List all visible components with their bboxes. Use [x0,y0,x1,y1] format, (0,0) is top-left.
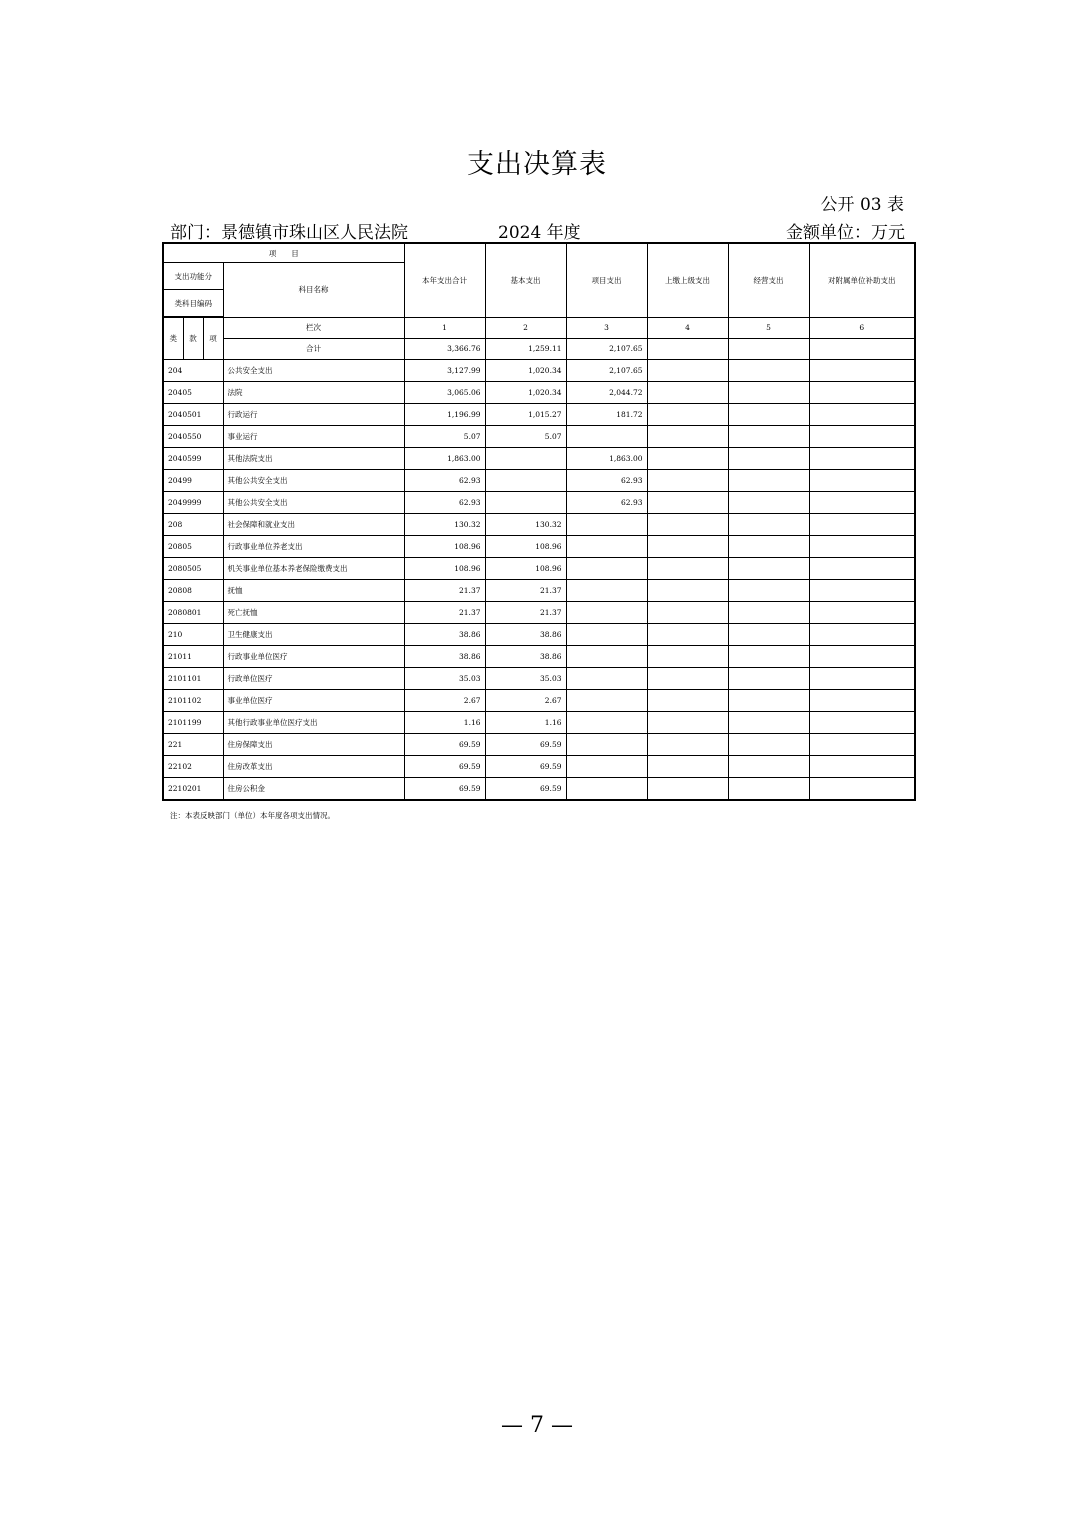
row-value-2: 1,015.27 [485,403,566,425]
table-row [163,777,915,800]
row-value-6 [809,689,915,711]
col-number-6: 6 [809,317,915,338]
row-value-6 [809,425,915,447]
header-col-5: 经营支出 [728,243,809,317]
row-value-6 [809,535,915,557]
row-subject-name: 卫生健康支出 [223,623,404,645]
row-value-4 [647,689,728,711]
row-value-5 [728,403,809,425]
row-value-1: 21.37 [404,601,485,623]
row-code: 2101101 [163,667,223,689]
row-subject-name: 法院 [223,381,404,403]
row-value-1: 69.59 [404,777,485,800]
row-value-6 [809,667,915,689]
table-row [163,359,915,381]
row-value-4 [647,381,728,403]
row-value-1: 3,065.06 [404,381,485,403]
row-value-6 [809,755,915,777]
row-value-2: 2.67 [485,689,566,711]
row-code: 22102 [163,755,223,777]
row-value-2: 5.07 [485,425,566,447]
row-value-5 [728,447,809,469]
row-value-4 [647,447,728,469]
row-subject-name: 公共安全支出 [223,359,404,381]
table-row [163,425,915,447]
row-value-1: 1.16 [404,711,485,733]
table-note: 注：本表反映部门（单位）本年度各项支出情况。 [170,811,335,820]
row-code: 2040501 [163,403,223,425]
row-value-2: 21.37 [485,601,566,623]
row-value-5 [728,579,809,601]
row-value-6 [809,645,915,667]
row-code: 2049999 [163,491,223,513]
row-subject-name: 事业运行 [223,425,404,447]
row-value-1: 108.96 [404,535,485,557]
row-code: 2101199 [163,711,223,733]
table-row [163,755,915,777]
total-value-6 [809,338,915,359]
row-value-5 [728,491,809,513]
col-number-4: 4 [647,317,728,338]
row-value-4 [647,579,728,601]
row-code: 2080505 [163,557,223,579]
table-row [163,513,915,535]
row-value-4 [647,733,728,755]
header-project: 项 目 [163,243,404,263]
row-value-4 [647,491,728,513]
header-col-2: 基本支出 [485,243,566,317]
row-value-1: 21.37 [404,579,485,601]
header-lei: 类 [163,317,183,359]
row-code: 20808 [163,579,223,601]
row-value-3 [566,777,647,800]
table-row [163,447,915,469]
row-subject-name: 行政运行 [223,403,404,425]
row-code: 221 [163,733,223,755]
row-value-1: 38.86 [404,623,485,645]
row-value-1: 69.59 [404,733,485,755]
row-value-1: 62.93 [404,469,485,491]
row-value-6 [809,711,915,733]
row-value-3 [566,557,647,579]
row-value-4 [647,513,728,535]
row-value-6 [809,777,915,800]
row-value-2: 69.59 [485,777,566,800]
row-code: 210 [163,623,223,645]
row-value-5 [728,359,809,381]
row-value-3: 2,044.72 [566,381,647,403]
page-title: 支出决算表 [467,149,607,180]
row-value-6 [809,447,915,469]
row-subject-name: 事业单位医疗 [223,689,404,711]
row-value-5 [728,601,809,623]
row-value-2: 108.96 [485,535,566,557]
row-value-2: 69.59 [485,755,566,777]
row-code: 2040550 [163,425,223,447]
row-value-3: 181.72 [566,403,647,425]
row-value-2 [485,469,566,491]
row-value-5 [728,557,809,579]
row-value-3 [566,425,647,447]
row-value-1: 62.93 [404,491,485,513]
table-row [163,557,915,579]
row-subject-name: 行政事业单位医疗 [223,645,404,667]
row-value-3 [566,711,647,733]
row-value-2: 130.32 [485,513,566,535]
row-value-2: 1,020.34 [485,359,566,381]
row-value-6 [809,557,915,579]
row-value-5 [728,711,809,733]
row-value-2: 108.96 [485,557,566,579]
row-value-3: 62.93 [566,469,647,491]
row-subject-name: 机关事业单位基本养老保险缴费支出 [223,557,404,579]
row-subject-name: 其他行政事业单位医疗支出 [223,711,404,733]
row-value-5 [728,777,809,800]
row-value-5 [728,689,809,711]
col-number-3: 3 [566,317,647,338]
row-value-3 [566,601,647,623]
row-value-5 [728,755,809,777]
row-value-4 [647,425,728,447]
row-code: 2210201 [163,777,223,800]
row-subject-name: 行政事业单位养老支出 [223,535,404,557]
row-value-1: 2.67 [404,689,485,711]
row-value-2 [485,447,566,469]
row-value-4 [647,667,728,689]
row-subject-name: 住房改革支出 [223,755,404,777]
header-subject-name: 科目名称 [223,263,404,318]
row-value-3 [566,623,647,645]
row-value-5 [728,425,809,447]
row-value-1: 5.07 [404,425,485,447]
row-value-6 [809,491,915,513]
row-value-1: 130.32 [404,513,485,535]
row-value-3 [566,667,647,689]
row-subject-name: 抚恤 [223,579,404,601]
col-number-2: 2 [485,317,566,338]
row-value-3 [566,513,647,535]
row-value-2: 21.37 [485,579,566,601]
row-value-6 [809,469,915,491]
total-value-3: 2,107.65 [566,338,647,359]
row-value-5 [728,645,809,667]
row-value-3 [566,733,647,755]
row-value-5 [728,623,809,645]
header-col-4: 上缴上级支出 [647,243,728,317]
col-number-1: 1 [404,317,485,338]
row-value-6 [809,359,915,381]
row-value-2: 35.03 [485,667,566,689]
row-value-2: 1,020.34 [485,381,566,403]
header-col-3: 项目支出 [566,243,647,317]
table-row [163,601,915,623]
row-value-5 [728,535,809,557]
total-value-2: 1,259.11 [485,338,566,359]
header-col-1: 本年支出合计 [404,243,485,317]
row-value-3 [566,645,647,667]
table-row [163,403,915,425]
table-row [163,381,915,403]
page-number: — 7 — [501,1413,573,1438]
table-row [163,733,915,755]
row-code: 208 [163,513,223,535]
row-value-3: 1,863.00 [566,447,647,469]
row-subject-name: 住房公积金 [223,777,404,800]
total-value-4 [647,338,728,359]
row-code: 204 [163,359,223,381]
row-value-5 [728,667,809,689]
row-value-2: 1.16 [485,711,566,733]
amount-unit: 金额单位：万元 [786,223,905,243]
header-func-code-1: 支出功能分 [163,263,223,290]
row-value-4 [647,711,728,733]
row-value-2: 38.86 [485,645,566,667]
form-number: 公开 03 表 [820,195,904,215]
row-value-4 [647,557,728,579]
header-col-6: 对附属单位补助支出 [809,243,915,317]
row-subject-name: 社会保障和就业支出 [223,513,404,535]
row-value-2 [485,491,566,513]
row-subject-name: 行政单位医疗 [223,667,404,689]
row-code: 20499 [163,469,223,491]
row-subject-name: 其他公共安全支出 [223,469,404,491]
row-code: 20405 [163,381,223,403]
header-func-code-2: 类科目编码 [163,290,223,318]
row-value-5 [728,469,809,491]
table-row [163,579,915,601]
table-row [163,535,915,557]
total-value-5 [728,338,809,359]
row-value-6 [809,381,915,403]
fiscal-year: 2024 年度 [498,223,581,243]
row-value-4 [647,777,728,800]
expenditure-table [162,242,916,801]
row-value-6 [809,403,915,425]
row-value-4 [647,623,728,645]
row-value-1: 1,196.99 [404,403,485,425]
row-code: 20805 [163,535,223,557]
row-value-3 [566,755,647,777]
row-value-4 [647,601,728,623]
row-value-4 [647,755,728,777]
row-code: 2080801 [163,601,223,623]
row-value-3 [566,535,647,557]
table-row [163,689,915,711]
total-value-1: 3,366.76 [404,338,485,359]
total-label: 合计 [223,338,404,359]
row-value-5 [728,733,809,755]
row-value-2: 38.86 [485,623,566,645]
row-value-4 [647,403,728,425]
col-number-5: 5 [728,317,809,338]
row-code: 2040599 [163,447,223,469]
table-row [163,623,915,645]
row-value-6 [809,623,915,645]
row-value-3: 2,107.65 [566,359,647,381]
row-value-1: 1,863.00 [404,447,485,469]
row-value-1: 69.59 [404,755,485,777]
row-subject-name: 住房保障支出 [223,733,404,755]
row-value-4 [647,469,728,491]
table-row [163,491,915,513]
row-value-4 [647,359,728,381]
row-value-1: 38.86 [404,645,485,667]
row-value-5 [728,381,809,403]
row-value-6 [809,579,915,601]
row-subject-name: 其他公共安全支出 [223,491,404,513]
table-row [163,645,915,667]
row-value-6 [809,513,915,535]
meta-row [170,218,905,242]
header-lanci: 栏次 [223,317,404,338]
row-value-1: 3,127.99 [404,359,485,381]
table-row [163,667,915,689]
row-value-3: 62.93 [566,491,647,513]
header-kuan: 款 [183,317,203,359]
table-row [163,711,915,733]
department-label: 部门：景德镇市珠山区人民法院 [170,223,408,243]
header-xiang: 项 [203,317,223,359]
row-value-1: 35.03 [404,667,485,689]
table-row [163,469,915,491]
row-value-6 [809,601,915,623]
row-code: 2101102 [163,689,223,711]
row-value-6 [809,733,915,755]
row-code: 21011 [163,645,223,667]
row-value-3 [566,579,647,601]
row-value-5 [728,513,809,535]
row-value-1: 108.96 [404,557,485,579]
row-value-2: 69.59 [485,733,566,755]
row-value-3 [566,689,647,711]
row-value-4 [647,645,728,667]
row-subject-name: 其他法院支出 [223,447,404,469]
row-value-4 [647,535,728,557]
row-subject-name: 死亡抚恤 [223,601,404,623]
